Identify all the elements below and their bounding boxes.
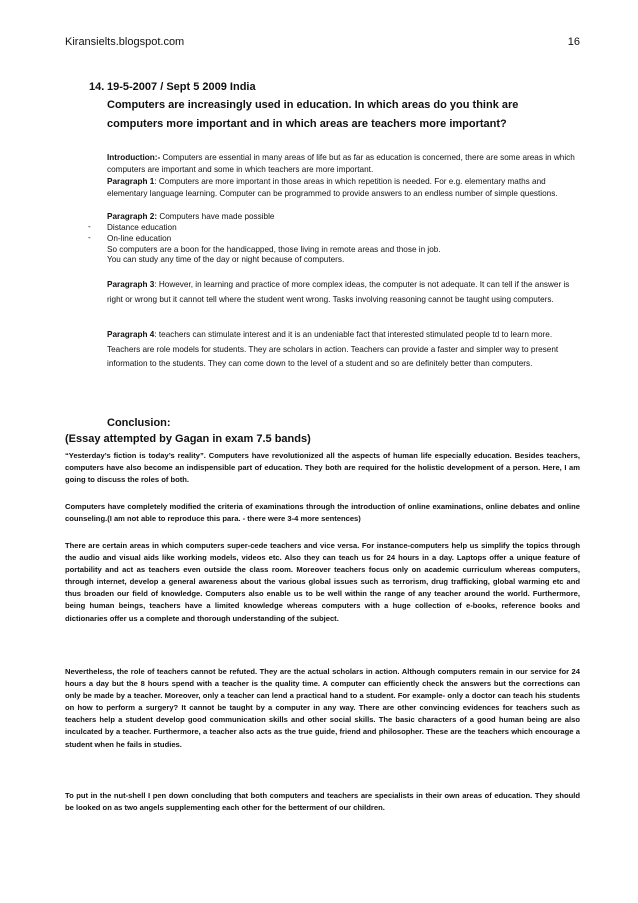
p2-item-online-education: On-line education <box>107 234 172 243</box>
essay-paragraph: To put in the nut-shell I pen down concluding that both computers and teachers are specialists in their own areas of education. They should be looked on as two angels supplementing each other for the betterment of our children. <box>65 791 580 813</box>
p2-line-boon: So computers are a boon for the handicapped, those living in remote areas and those in job. <box>107 245 441 254</box>
intro-text: Computers are essential in many areas of life but as far as education is concerned, there are some areas in which computers are important and some in which teachers are more important. <box>107 153 575 174</box>
outline-paragraph-4 <box>107 328 577 372</box>
p4-text: : teachers can stimulate interest and it is an undeniable fact that interested stimulated people td to learn more. Teachers are role models for students. They are scholars in action. Teachers can provide a faster and simpler way to present information to the students. They can come down to the level of a student and so are definitely better than computers. <box>107 330 559 369</box>
p2-item-distance-education: Distance education <box>107 223 177 232</box>
outline-paragraph-1 <box>107 176 577 199</box>
essay-title: (Essay attempted by Gagan in exam 7.5 bands) <box>65 433 311 445</box>
essay-paragraph: Computers have completely modified the criteria of examinations through the introduction of online examinations, online debates and online counseling.(I am not able to reproduce this para. - there were 3-4 more sentences) <box>65 502 580 524</box>
essay-paragraph: Nevertheless, the role of teachers cannot be refuted. They are the actual scholars in action. Although computers remain in our service for 24 hours a day but the 8 hours spend with a teacher is the quality time. A computer can efficiently check the answers but the corrections can only be made by a teacher. Moreover, only a teacher can lend a practical hand to a student. For example- only a doctor can teach his students on how to perform a surgery? It cannot be taught by a computer in any way. There are other convincing evidences for teachers such as teachers help a student develop good communication skills and other social skills. The basic characters of a good human being are also inculcated by a teacher. Furthermore, a teacher also acts as the true guide, friend and philosopher. These are the teachers which encourage a student when he fails in studies. <box>65 667 580 749</box>
page-number: 16 <box>567 36 580 48</box>
p3-text: : However, in learning and practice of more complex ideas, the computer is not adequate. It can tell if the answer is right or wrong but it cannot tell where the student went wrong. Tasks involving reasoning cannot be taught using computers. <box>107 280 570 304</box>
p4-label: Paragraph 4 <box>107 330 155 339</box>
question-title: 19-5-2007 / Sept 5 2009 India <box>107 81 256 93</box>
p2-text: Computers have made possible <box>157 212 275 221</box>
p1-text: : Computers are more important in those areas in which repetition is needed. For e.g. elementary maths and elementary language learning. Computer can be programmed to provide answers to an endless number of simple questions. <box>107 177 558 198</box>
p2-line-anytime: You can study any time of the day or night because of computers. <box>107 255 345 264</box>
bullet-dash: - <box>88 222 91 231</box>
p2-label: Paragraph 2: <box>107 212 158 221</box>
conclusion-heading: Conclusion: <box>107 417 171 429</box>
outline-paragraph-2 <box>107 211 577 223</box>
bullet-dash: - <box>88 233 91 242</box>
p1-label: Paragraph 1 <box>107 177 155 186</box>
p3-label: Paragraph 3 <box>107 280 155 289</box>
outline-introduction <box>107 152 577 175</box>
question-text: Computers are increasingly used in education. In which areas do you think are computers more important and in which areas are teachers more important? <box>107 99 519 130</box>
question-number: 14. <box>89 81 105 93</box>
outline-paragraph-3 <box>107 278 577 307</box>
essay-paragraph: “Yesterday’s fiction is today’s reality”. Computers have revolutionized all the aspects of human life especially education. Besides teachers, computers have also become an indispensible part of education. They both are required for the holistic development of a person. Here, I am going to discuss the roles of both. <box>65 451 580 485</box>
essay-paragraph: There are certain areas in which computers super-cede teachers and vice versa. For instance-computers help us simplify the topics through the audio and visual aids like working models, videos etc. Also they can teach us for 24 hours in a day. Laptops offer a unique feature of portability and act as teachers even outside the class room. Moreover teachers focus only on academic curriculum whereas computers, through internet, develop a general awareness about the various global issues such as terrorism, drug trafficking, global warming etc and thus broaden our field of knowledge. Computers also enable us to be well within the range of any teacher around the world. Furthermore, being human beings, teachers have a limited knowledge whereas computers with a huge collection of e-books, reference books and dictionaries offer us a complete and thorough understanding of the subject. <box>65 541 580 623</box>
header-site: Kiransielts.blogspot.com <box>65 36 185 48</box>
intro-label: Introduction:- <box>107 153 161 162</box>
